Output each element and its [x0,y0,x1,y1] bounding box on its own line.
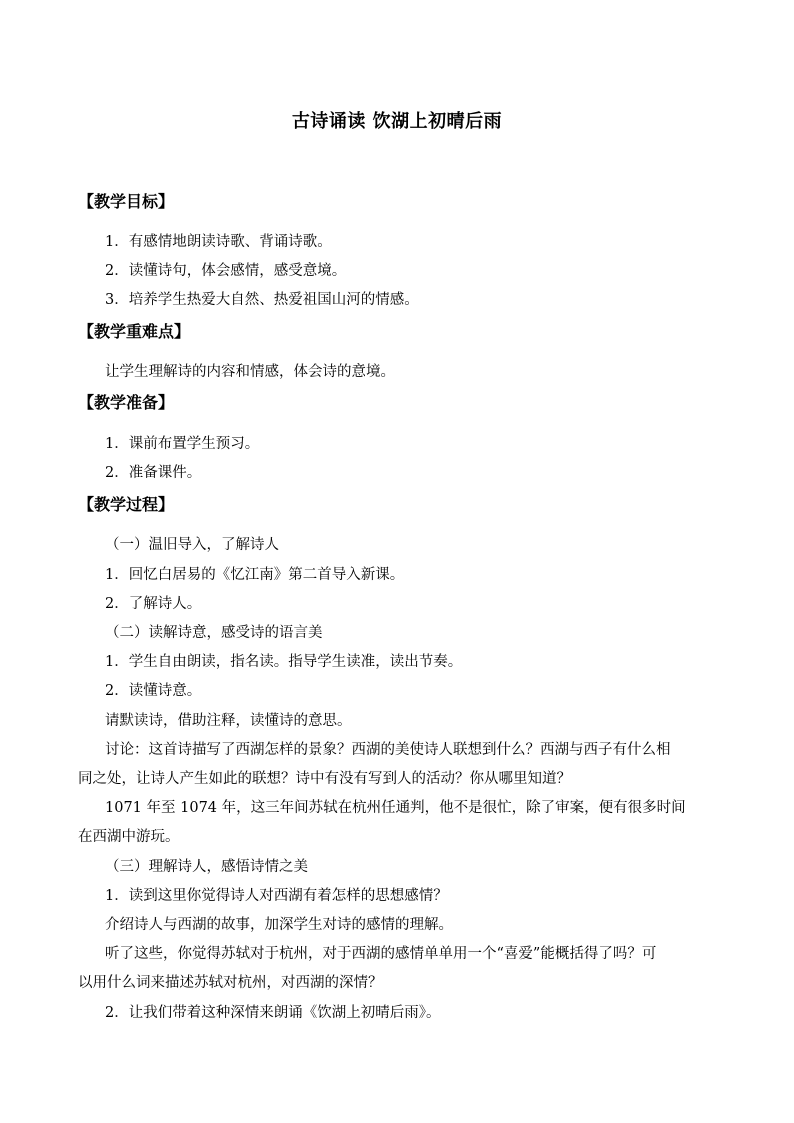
process-paragraph-continued: 同之处，让诗人产生如此的联想？诗中有没有写到人的活动？你从哪里知道？ [78,771,571,787]
process-item: 2．了解诗人。 [105,596,202,612]
section-heading-goals: 【教学目标】 [78,192,175,211]
process-paragraph-continued: 在西湖中游玩。 [78,829,180,845]
key-point-text: 让学生理解诗的内容和情感，体会诗的意境。 [105,364,395,380]
process-paragraph-continued: 以用什么词来描述苏轼对杭州，对西湖的深情？ [78,975,383,991]
goal-item: 3．培养学生热爱大自然、热爱祖国山河的情感。 [105,292,419,308]
goal-item: 1．有感情地朗读诗歌、背诵诗歌。 [105,234,332,250]
preparation-item: 2．准备课件。 [105,465,202,481]
process-paragraph: 介绍诗人与西湖的故事，加深学生对诗的感情的理解。 [105,917,453,933]
goal-item: 2．读懂诗句，体会感情，感受意境。 [105,263,347,279]
process-item: 2．让我们带着这种深情来朗诵《饮湖上初晴后雨》。 [105,1005,441,1021]
section-heading-preparation: 【教学准备】 [78,393,175,412]
process-subheading: （一）温旧导入，了解诗人 [105,537,279,553]
section-heading-key-points: 【教学重难点】 [78,322,191,341]
process-paragraph: 1071 年至 1074 年，这三年间苏轼在杭州任通判，他不是很忙，除了审案，便有很多时间 [105,800,686,816]
process-subheading: （二）读解诗意，感受诗的语言美 [105,625,323,641]
process-paragraph: 讨论：这首诗描写了西湖怎样的景象？西湖的美使诗人联想到什么？西湖与西子有什么相 [105,742,671,758]
process-item: 1．读到这里你觉得诗人对西湖有着怎样的思想感情？ [105,888,448,904]
section-heading-process: 【教学过程】 [78,495,175,514]
process-subheading: （三）理解诗人，感悟诗情之美 [105,859,308,875]
process-item: 1．学生自由朗读，指名读。指导学生读准，读出节奏。 [105,654,463,670]
process-item: 1．回忆白居易的《忆江南》第二首导入新课。 [105,567,405,583]
page-title: 古诗诵读 饮湖上初晴后雨 [291,111,503,132]
process-item: 2．读懂诗意。 [105,683,202,699]
process-paragraph: 请默读诗，借助注释，读懂诗的意思。 [105,713,352,729]
process-paragraph: 听了这些，你觉得苏轼对于杭州，对于西湖的感情单单用一个“喜爱”能概括得了吗？可 [105,946,657,962]
preparation-item: 1．课前布置学生预习。 [105,436,260,452]
